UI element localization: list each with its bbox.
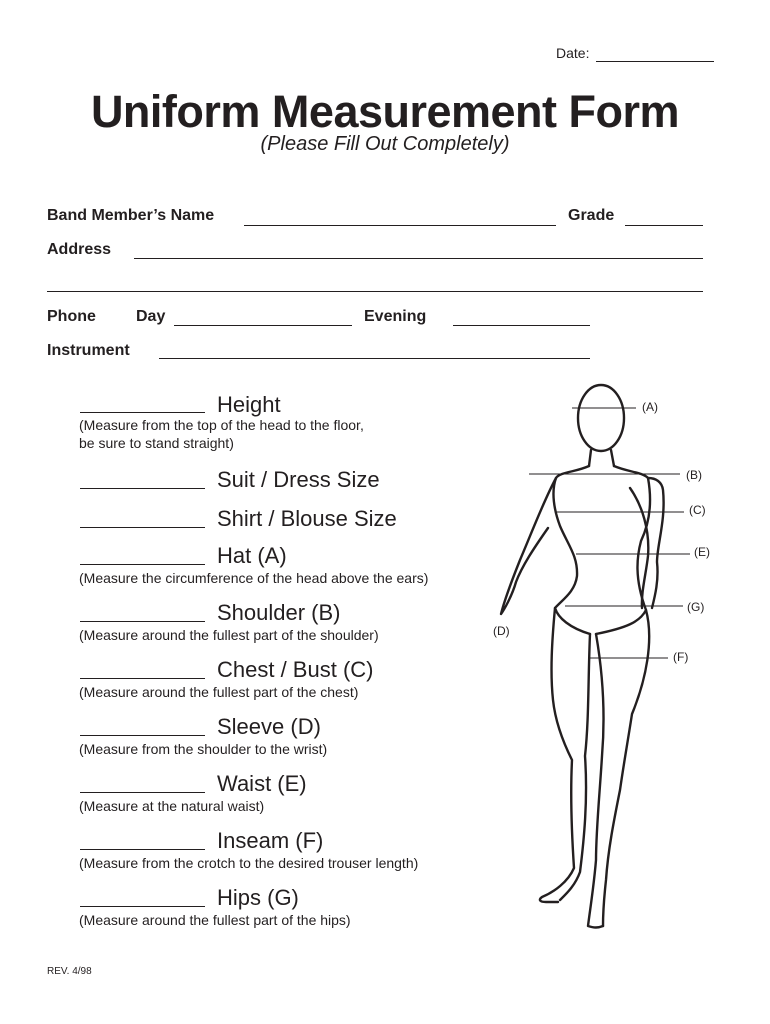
figure-label-e: (E) <box>694 545 710 559</box>
figure-label-c: (C) <box>689 503 706 517</box>
shoulder-title: Shoulder (B) <box>217 600 341 625</box>
day-phone-label: Day <box>136 308 166 325</box>
name-label: Band Member’s Name <box>47 207 215 224</box>
hat-note: (Measure the circumference of the head above the ears) <box>79 570 429 586</box>
figure-arm-left <box>501 478 556 614</box>
suit-dress-size-title: Suit / Dress Size <box>217 467 380 492</box>
waist-title: Waist (E) <box>217 771 307 796</box>
hat-title: Hat (A) <box>217 543 287 568</box>
hips-title: Hips (G) <box>217 885 299 910</box>
figure-label-d: (D) <box>493 624 510 638</box>
figure-leg-right-inner <box>588 634 604 928</box>
address-label: Address <box>47 241 112 258</box>
height-note-2: be sure to stand straight) <box>79 435 234 451</box>
figure-leg-left-inner <box>560 634 590 900</box>
figure-leg-left <box>540 608 574 902</box>
waist-note: (Measure at the natural waist) <box>79 798 265 814</box>
figure-head <box>578 385 624 451</box>
chest-bust-note: (Measure around the fullest part of the chest) <box>79 684 359 700</box>
phone-label: Phone <box>47 308 96 325</box>
height-note: (Measure from the top of the head to the floor, <box>79 417 364 433</box>
height-title: Height <box>217 392 281 417</box>
inseam-note: (Measure from the crotch to the desired trouser length) <box>79 855 419 871</box>
page-title: Uniform Measurement Form <box>90 86 680 137</box>
figure-label-b: (B) <box>686 468 702 482</box>
date-label: Date: <box>556 45 590 61</box>
revision-label: REV. 4/98 <box>47 966 92 977</box>
sleeve-title: Sleeve (D) <box>217 714 321 739</box>
figure-arm-right <box>630 478 664 608</box>
shirt-blouse-size-title: Shirt / Blouse Size <box>217 506 397 531</box>
shoulder-note: (Measure around the fullest part of the shoulder) <box>79 627 379 643</box>
figure-neck <box>589 450 614 466</box>
instrument-label: Instrument <box>47 342 130 359</box>
grade-label: Grade <box>568 207 615 224</box>
figure-torso <box>553 466 649 634</box>
figure-label-f: (F) <box>673 650 689 664</box>
chest-bust-title: Chest / Bust (C) <box>217 657 374 682</box>
figure-leg-right <box>603 610 649 926</box>
hips-note: (Measure around the fullest part of the hips) <box>79 912 351 928</box>
figure-label-a: (A) <box>642 400 658 414</box>
inseam-title: Inseam (F) <box>217 828 324 853</box>
page-subtitle: (Please Fill Out Completely) <box>260 133 510 155</box>
sleeve-note: (Measure from the shoulder to the wrist) <box>79 741 328 757</box>
evening-phone-label: Evening <box>364 308 427 325</box>
figure-label-g: (G) <box>687 600 705 614</box>
